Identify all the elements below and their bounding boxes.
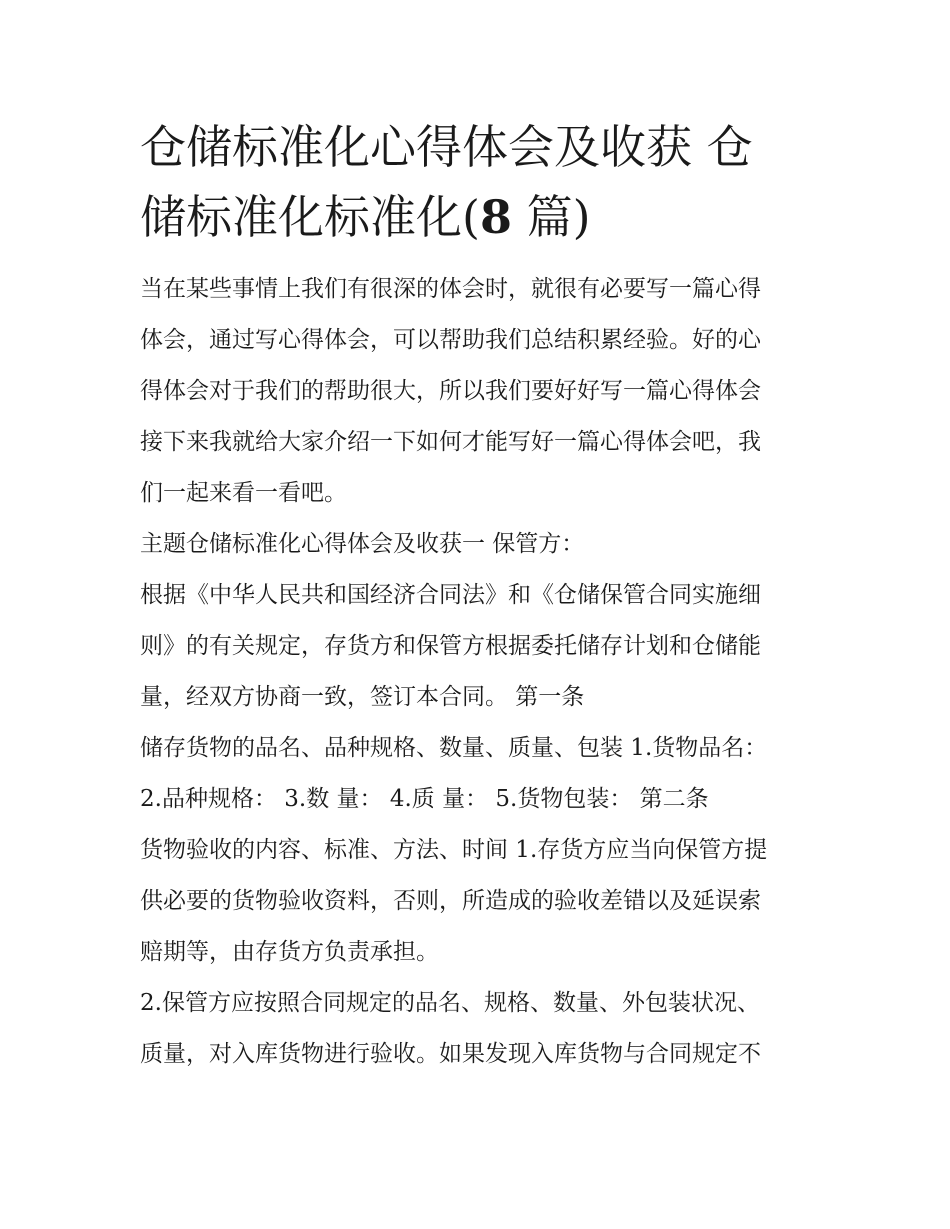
text-line: 当在某些事情上我们有很深的体会时，就很有必要写一篇心得 xyxy=(140,276,761,302)
paragraph-contract-basis xyxy=(140,570,812,723)
text-line: 主题仓储标准化心得体会及收获一 保管方： xyxy=(140,531,585,557)
text-line: 量，经双方协商一致，签订本合同。 第一条 xyxy=(140,684,585,710)
text-line: 体会，通过写心得体会，可以帮助我们总结积累经验。好的心 xyxy=(140,327,761,353)
text-line: 们一起来看一看吧。 xyxy=(140,480,347,506)
paragraph-article-one xyxy=(140,723,812,825)
text-line: 2.品种规格： 3.数 量： 4.质 量： 5.货物包装： 第二条 xyxy=(140,786,709,812)
text-line: 赔期等，由存货方负责承担。 xyxy=(140,939,439,965)
document-title xyxy=(140,112,812,252)
text-line: 质量，对入库货物进行验收。如果发现入库货物与合同规定不 xyxy=(140,1041,761,1067)
paragraph-inspection xyxy=(140,978,812,1080)
text-line: 根据《中华人民共和国经济合同法》和《仓储保管合同实施细 xyxy=(140,582,761,608)
document-page xyxy=(140,112,812,1080)
text-line: 接下来我就给大家介绍一下如何才能写好一篇心得体会吧，我 xyxy=(140,429,761,455)
title-line: 仓储标准化心得体会及收获 仓 xyxy=(140,120,753,174)
paragraph-intro xyxy=(140,264,812,519)
text-line: 储存货物的品名、品种规格、数量、质量、包装 1.货物品名： xyxy=(140,735,768,761)
text-line: 2.保管方应按照合同规定的品名、规格、数量、外包装状况、 xyxy=(140,990,760,1016)
text-line: 供必要的货物验收资料，否则，所造成的验收差错以及延误索 xyxy=(140,888,761,914)
title-number: 8 xyxy=(479,190,512,244)
document-body xyxy=(140,264,812,1080)
text-line: 则》的有关规定，存货方和保管方根据委托储存计划和仓储能 xyxy=(140,633,761,659)
paragraph-subject xyxy=(140,519,812,570)
paragraph-article-two xyxy=(140,825,812,978)
text-line: 货物验收的内容、标准、方法、时间 1.存货方应当向保管方提 xyxy=(140,837,768,863)
text-line: 得体会对于我们的帮助很大，所以我们要好好写一篇心得体会 xyxy=(140,378,761,404)
title-line-text: 储标准化标准化(8 篇) xyxy=(140,190,591,244)
title-line xyxy=(140,182,812,252)
